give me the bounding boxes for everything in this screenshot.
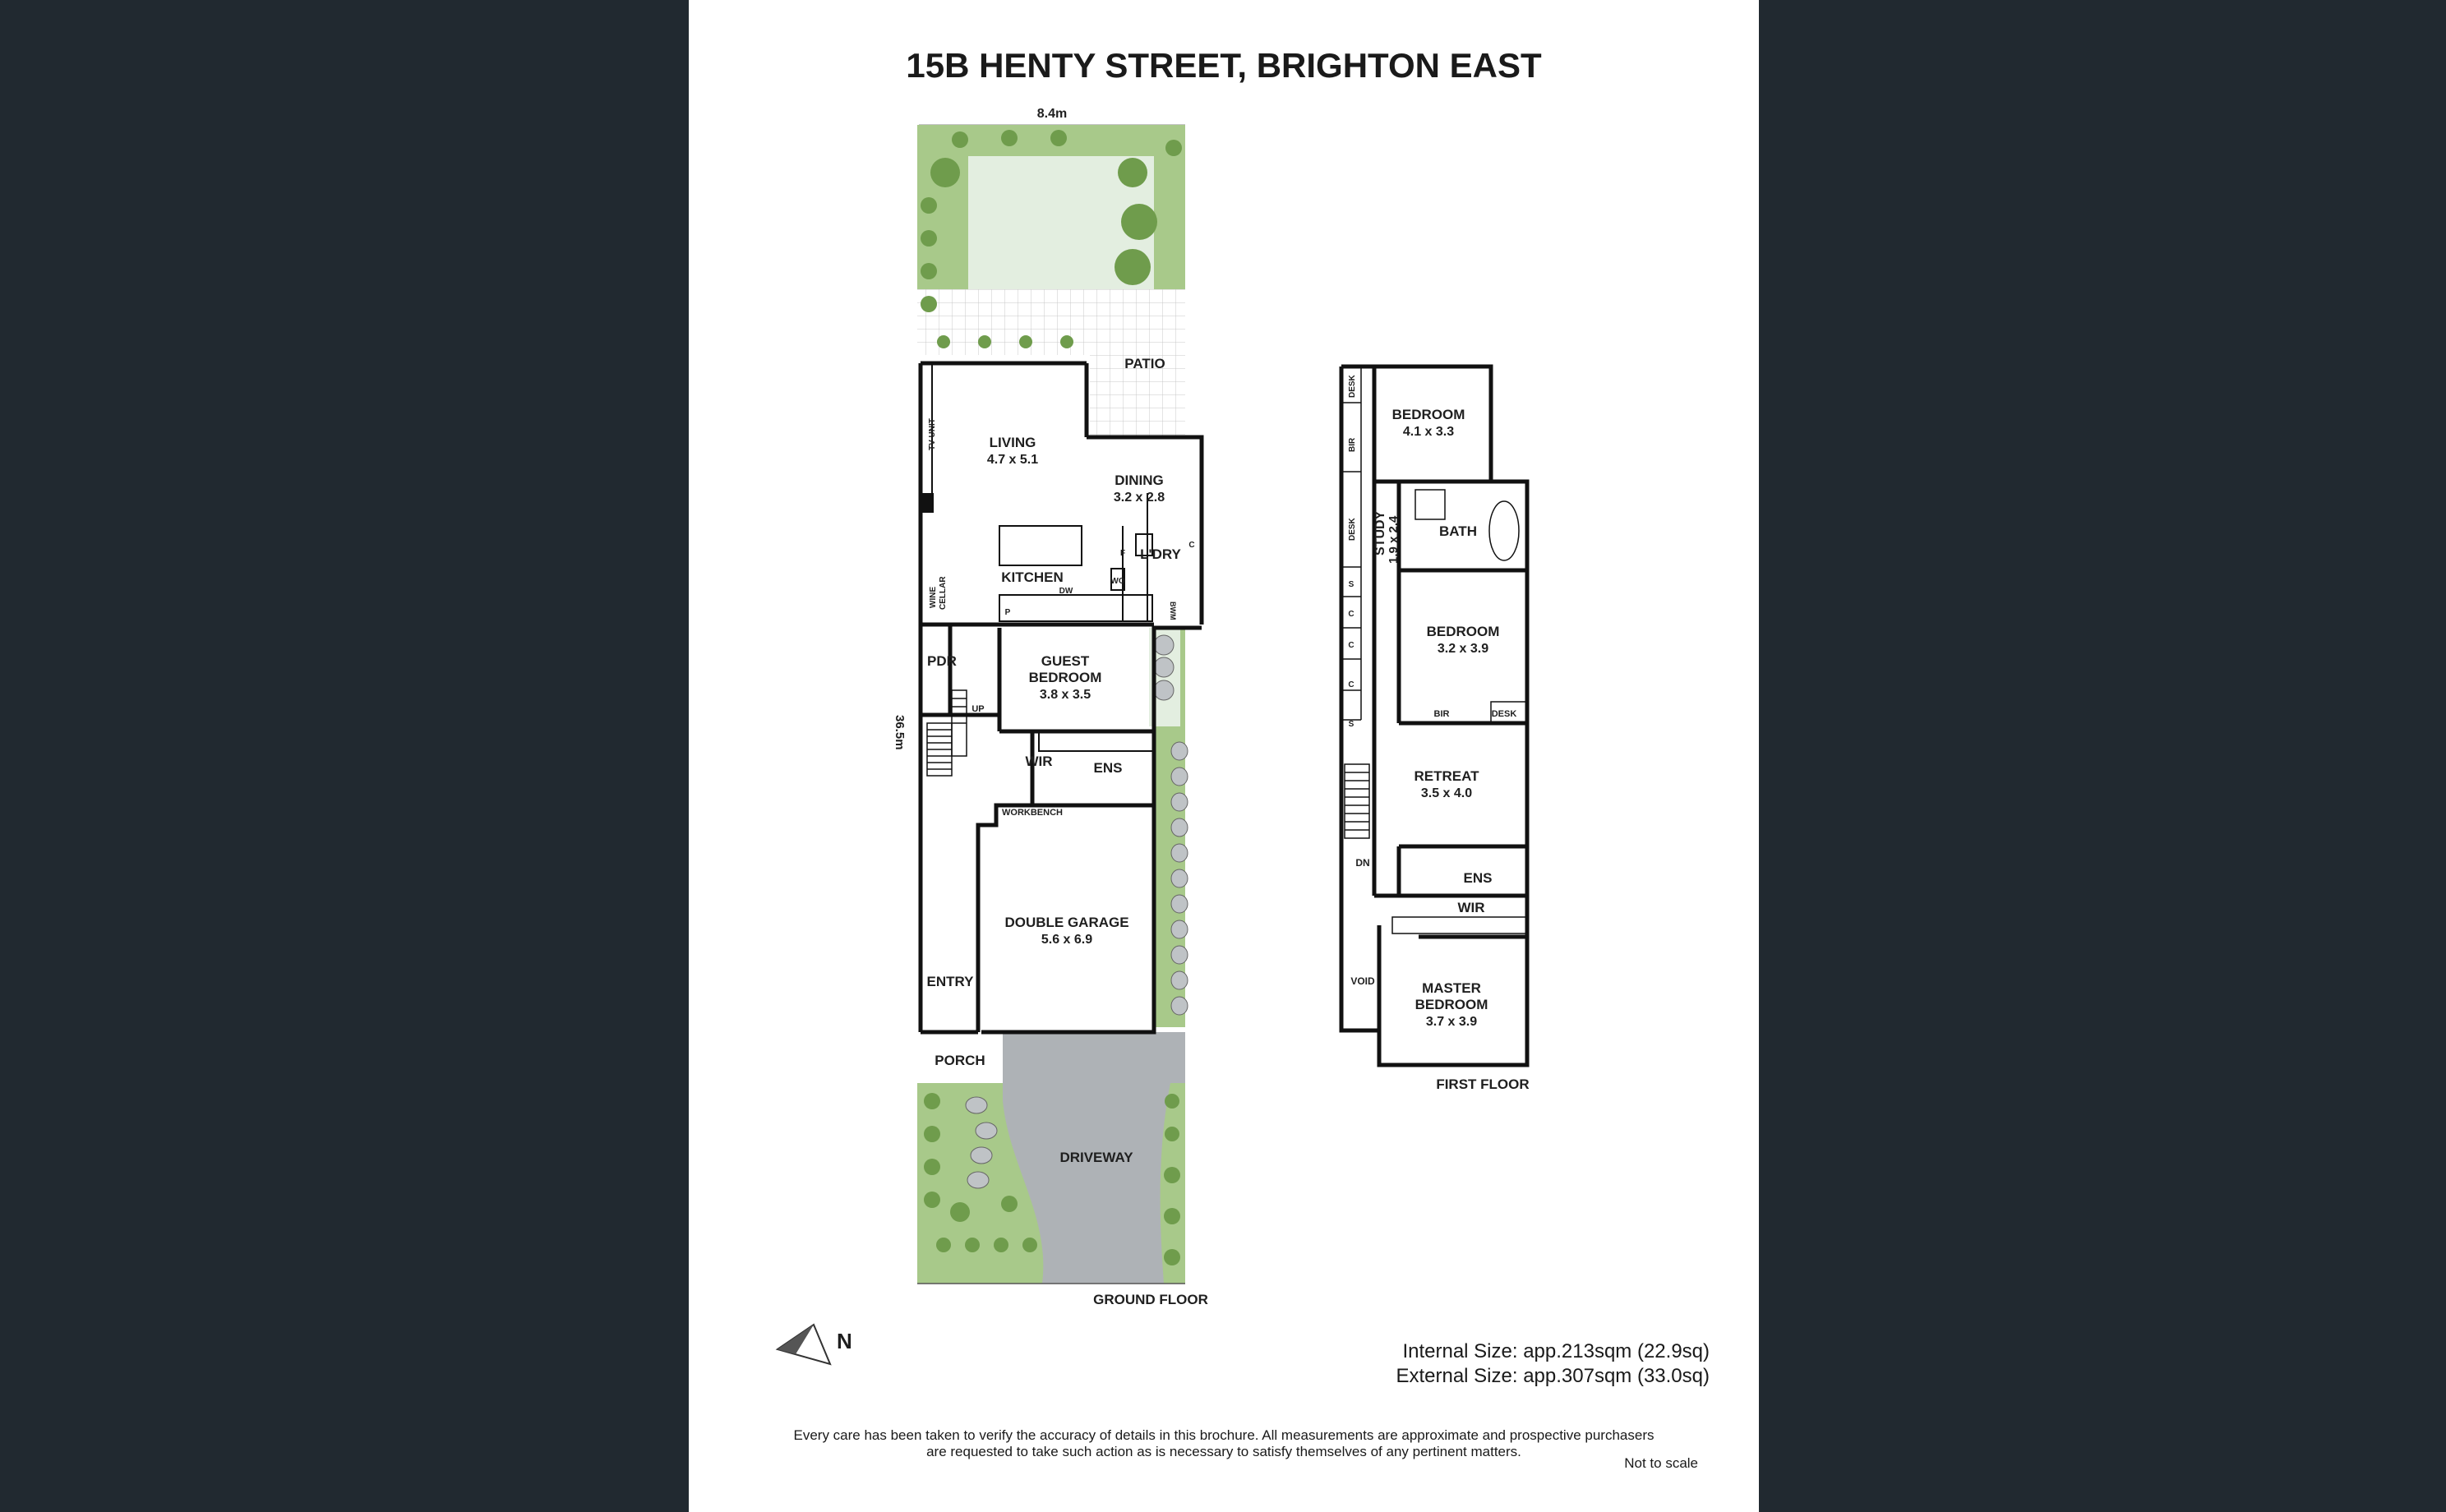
width-dimension: 8.4m (1036, 107, 1068, 121)
double-garage-label: DOUBLE GARAGE (1004, 915, 1129, 930)
p-label: P (1004, 608, 1011, 617)
fireplace (922, 493, 934, 513)
desk-label-1: DESK (1348, 375, 1357, 398)
f-label: F (1119, 549, 1126, 558)
driveway-label: DRIVEWAY (1059, 1150, 1133, 1165)
length-dimension: 36.5m (893, 715, 907, 750)
master-label-1: MASTER (1422, 980, 1481, 996)
living-label: LIVING (989, 435, 1036, 450)
workbench-label: WORKBENCH (1002, 808, 1063, 818)
up-label: UP (971, 704, 985, 714)
porch-label: PORCH (935, 1053, 985, 1068)
compass-north-label: N (837, 1329, 852, 1353)
wir-label: WIR (1025, 754, 1053, 769)
first-floor-plan (1341, 366, 1530, 1092)
kitchen-label: KITCHEN (1001, 569, 1064, 585)
dining-size: 3.2 x 2.8 (1113, 491, 1165, 505)
entry-label: ENTRY (926, 974, 974, 989)
ground-floor-plan (893, 107, 1208, 1307)
guest-bedroom-label-2: BEDROOM (1028, 670, 1102, 685)
dn-label: DN (1355, 857, 1370, 869)
bedroom2-label: BEDROOM (1426, 624, 1500, 639)
external-size: External Size: app.307sqm (33.0sq) (1396, 1365, 1710, 1387)
bwm-label: BWM (1169, 602, 1177, 620)
wine-cellar-label-1: WINE (929, 586, 938, 608)
patio-label: PATIO (1124, 356, 1165, 371)
wine-cellar-label-2: CELLAR (939, 576, 948, 610)
page-title: 15B HENTY STREET, BRIGHTON EAST (906, 46, 1542, 85)
study-size: 1.9 x 2.4 (1387, 515, 1401, 564)
floorplan-sheet (689, 0, 1759, 1512)
desk-label-3: DESK (1491, 709, 1517, 719)
dw-label: DW (1059, 587, 1073, 596)
c-label-3: C (1348, 680, 1355, 689)
pdr-label: PDR (927, 653, 957, 669)
bir-label-1: BIR (1348, 437, 1357, 452)
floorplan-drawing (689, 0, 1759, 1512)
disclaimer-line-2: are requested to take such action as is necessary to satisfy themselves of any pertinent matters. (926, 1444, 1521, 1459)
first-wir-label: WIR (1457, 900, 1485, 915)
bathtub (1489, 501, 1519, 560)
ground-floor-caption: GROUND FLOOR (1093, 1292, 1208, 1307)
dining-label: DINING (1115, 472, 1164, 488)
retreat-label: RETREAT (1414, 768, 1479, 784)
retreat-size: 3.5 x 4.0 (1420, 786, 1473, 800)
ens-label: ENS (1093, 760, 1123, 776)
scale-note: Not to scale (1624, 1455, 1698, 1471)
s-label-2: S (1348, 720, 1355, 729)
bir-label-2: BIR (1433, 709, 1450, 719)
bath-label: BATH (1439, 523, 1477, 539)
bedroom1-label: BEDROOM (1391, 407, 1465, 422)
compass-icon (778, 1325, 852, 1364)
c-label-2: C (1348, 641, 1355, 650)
wo-label: WO (1110, 577, 1125, 586)
patio-paving (917, 289, 1185, 355)
ground-floor-stairs (927, 690, 967, 776)
c-label-1: C (1348, 610, 1355, 619)
c-label: C (1188, 541, 1195, 550)
first-floor-stairs (1345, 764, 1369, 838)
living-size: 4.7 x 5.1 (986, 453, 1039, 467)
guest-bedroom-label-1: GUEST (1041, 653, 1090, 669)
laundry-label: L'DRY (1140, 546, 1181, 562)
double-garage-size: 5.6 x 6.9 (1041, 933, 1093, 947)
desk-label-2: DESK (1348, 518, 1357, 541)
study-label: STUDY (1373, 510, 1387, 555)
master-size: 3.7 x 3.9 (1425, 1015, 1478, 1029)
tv-unit-label: TV UNIT (928, 418, 937, 450)
first-ens-label: ENS (1463, 870, 1493, 886)
void-label: VOID (1350, 975, 1375, 987)
first-floor-caption: FIRST FLOOR (1436, 1076, 1530, 1092)
master-label-2: BEDROOM (1415, 997, 1488, 1012)
s-label-1: S (1348, 580, 1355, 589)
bedroom1-size: 4.1 x 3.3 (1402, 425, 1455, 439)
disclaimer-line-1: Every care has been taken to verify the accuracy of details in this brochure. All measurements are approximate and prospective purchasers (793, 1427, 1655, 1443)
bedroom2-size: 3.2 x 3.9 (1437, 642, 1489, 656)
guest-bedroom-size: 3.8 x 3.5 (1039, 688, 1091, 702)
internal-size: Internal Size: app.213sqm (22.9sq) (1402, 1340, 1710, 1362)
